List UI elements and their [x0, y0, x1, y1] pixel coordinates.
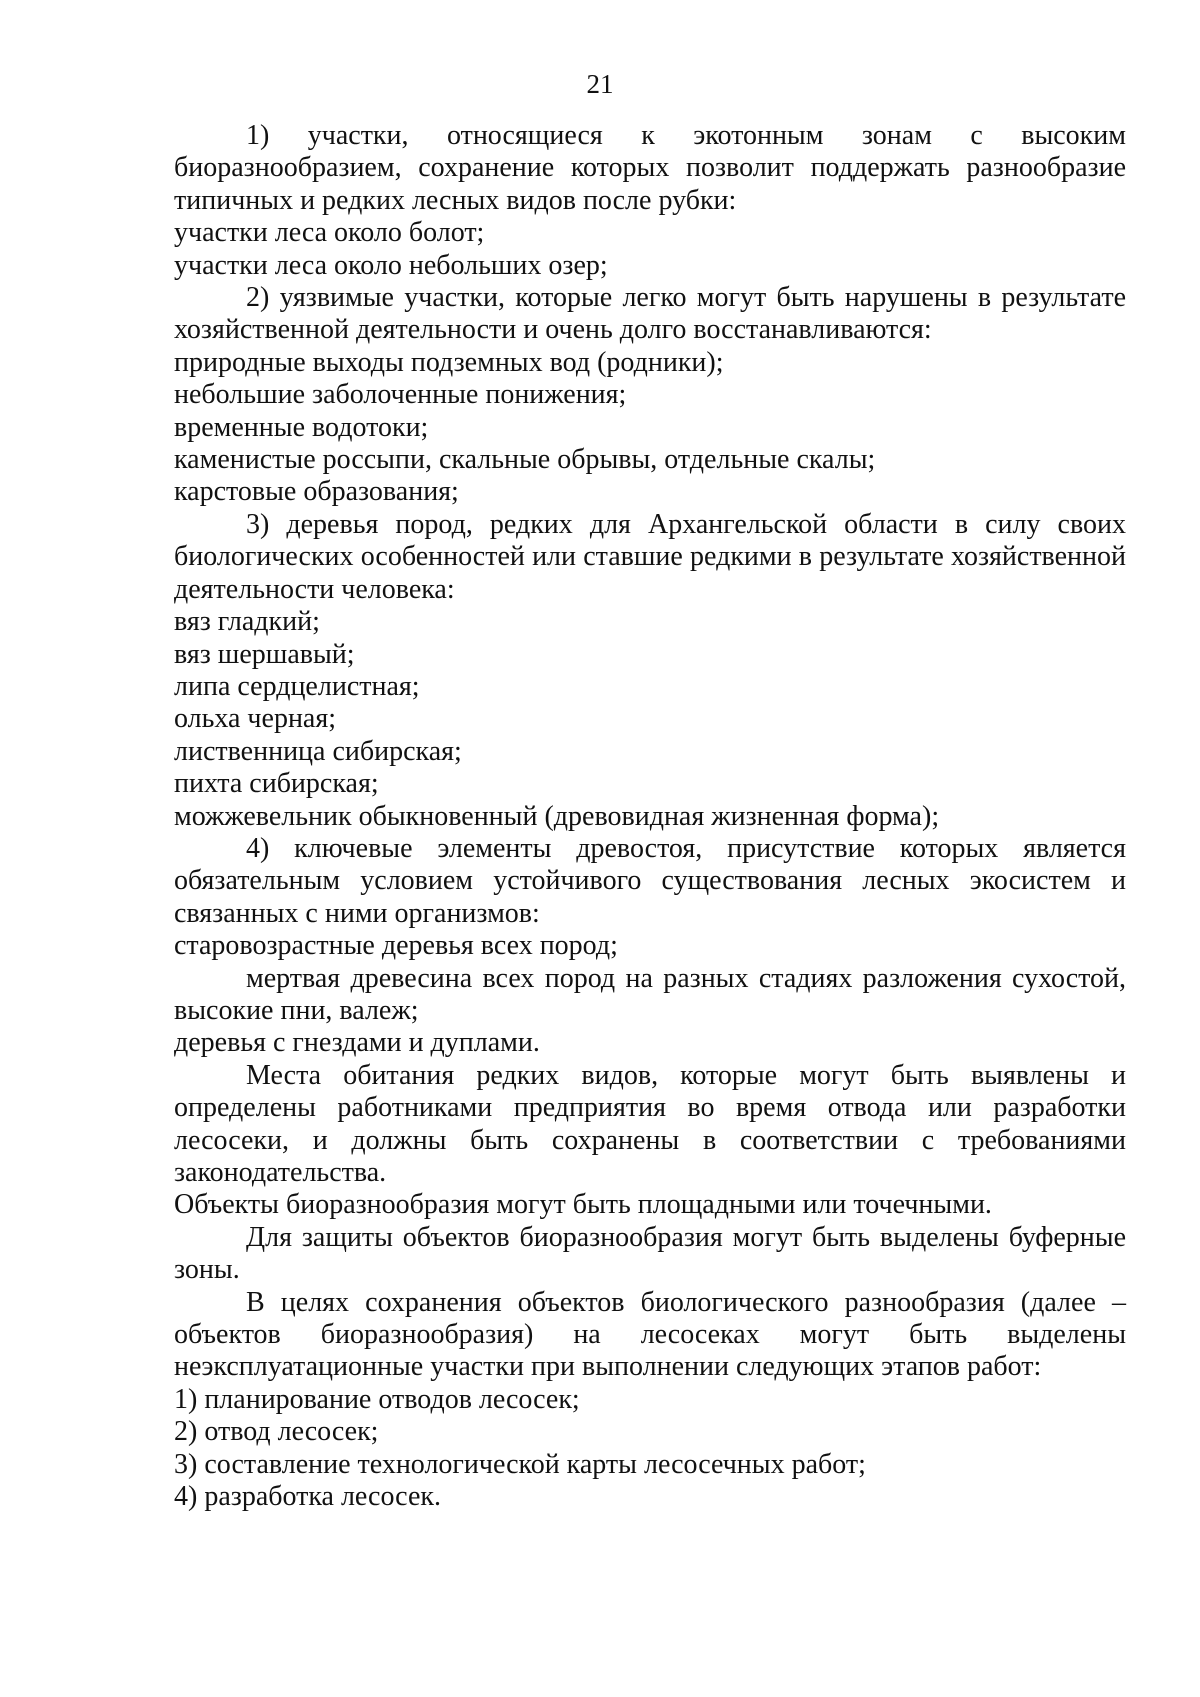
list-item: 2) отвод лесосек;	[174, 1416, 379, 1448]
list-item: участки леса около болот;	[174, 217, 485, 249]
list-item: ольха черная;	[174, 703, 337, 735]
list-item: деревья с гнездами и дуплами.	[174, 1027, 540, 1059]
paragraph-vulnerable-areas: 2) уязвимые участки, которые легко могут быть нарушены в результате хозяйственной деятельности и очень долго восстанавливаются:	[174, 282, 1126, 346]
list-item: 3) составление технологической карты лесосечных работ;	[174, 1448, 866, 1480]
list-item-deadwood: мертвая древесина всех пород на разных стадиях разложения сухостой, высокие пни, валеж;	[174, 962, 1126, 1026]
list-item: вяз шершавый;	[174, 638, 355, 670]
list-item: природные выходы подземных вод (родники);	[174, 346, 724, 378]
list-item: каменистые россыпи, скальные обрывы, отдельные скалы;	[174, 444, 876, 476]
list-item: вяз гладкий;	[174, 606, 320, 638]
list-item: можжевельник обыкновенный (древовидная жизненная форма);	[174, 800, 940, 832]
paragraph-key-stand-elements: 4) ключевые элементы древостоя, присутствие которых является обязательным условием устойчивого существования лесных экосистем и связанных с ними организмов:	[174, 832, 1126, 929]
paragraph-biodiversity-objects: Объекты биоразнообразия могут быть площадными или точечными.	[174, 1189, 992, 1221]
list-item: 1) планирование отводов лесосек;	[174, 1383, 580, 1415]
paragraph-buffer-zones: Для защиты объектов биоразнообразия могут быть выделены буферные зоны.	[174, 1221, 1126, 1286]
paragraph-rare-species-habitats: Места обитания редких видов, которые могут быть выявлены и определены работниками предприятия во время отвода или разработки лесосеки, и должны быть сохранены в соответствии с требованиями законодательства.	[174, 1059, 1126, 1188]
list-item: временные водотоки;	[174, 411, 429, 443]
paragraph-exotone-areas: 1) участки, относящиеся к экотонным зонам с высоким биоразнообразием, сохранение которых позволит поддержать разнообразие типичных и редких лесных видов после рубки:	[174, 120, 1126, 216]
document-body	[174, 120, 1126, 1513]
list-item: старовозрастные деревья всех пород;	[174, 930, 618, 962]
list-item: участки леса около небольших озер;	[174, 249, 608, 281]
list-item: липа сердцелистная;	[174, 670, 420, 702]
page-number: 21	[586, 69, 614, 99]
list-item: лиственница сибирская;	[174, 735, 462, 767]
paragraph-rare-tree-species: 3) деревья пород, редких для Архангельской области в силу своих биологических особенностей или ставшие редкими в результате хозяйственной деятельности человека:	[174, 508, 1126, 605]
paragraph-work-stages: В целях сохранения объектов биологического разнообразия (далее – объектов биоразнообразия) на лесосеках могут быть выделены неэксплуатационные участки при выполнении следующих этапов работ:	[174, 1286, 1126, 1383]
list-item: пихта сибирская;	[174, 768, 379, 800]
list-item: карстовые образования;	[174, 476, 459, 508]
list-item: 4) разработка лесосек.	[174, 1481, 441, 1513]
list-item: небольшие заболоченные понижения;	[174, 379, 627, 411]
